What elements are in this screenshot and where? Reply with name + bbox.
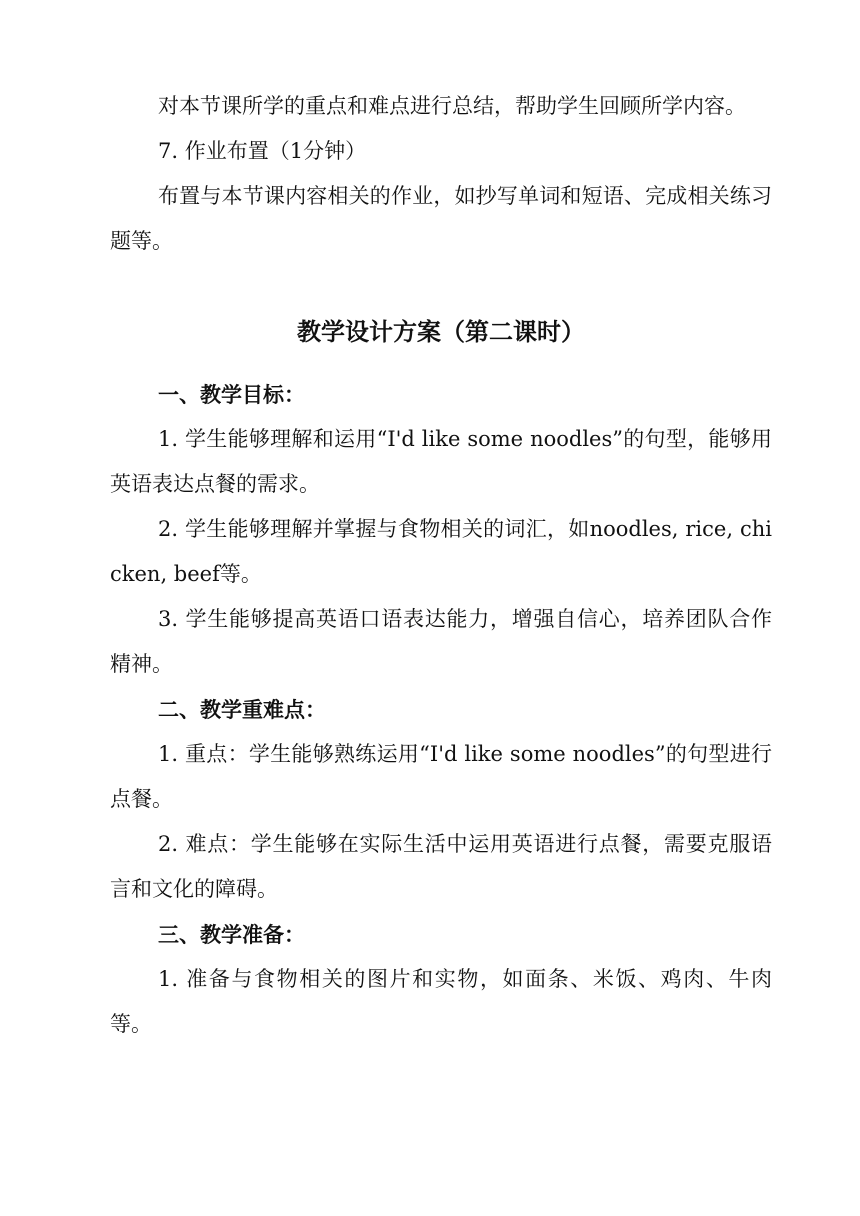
- objective-item: 1. 学生能够理解和运用“I'd like some noodles”的句型，能够用英语表达点餐的需求。: [110, 427, 772, 496]
- section-heading-preparation: 三、教学准备：: [158, 922, 305, 947]
- homework-heading: 7. 作业布置（1分钟）: [158, 139, 367, 163]
- preparation-item: 1. 准备与食物相关的图片和实物，如面条、米饭、鸡肉、牛肉等。: [110, 967, 772, 1036]
- section-heading-key-points: 二、教学重难点：: [158, 697, 326, 722]
- document-body: [110, 84, 772, 1047]
- homework-paragraph: 布置与本节课内容相关的作业，如抄写单词和短语、完成相关练习题等。: [110, 184, 772, 253]
- objective-item: 2. 学生能够理解并掌握与食物相关的词汇，如noodles, rice, chicken, beef等。: [110, 517, 772, 586]
- page-title: 教学设计方案（第二课时）: [297, 317, 585, 346]
- key-point-item: 2. 难点：学生能够在实际生活中运用英语进行点餐，需要克服语言和文化的障碍。: [110, 832, 772, 901]
- key-point-item: 1. 重点：学生能够熟练运用“I'd like some noodles”的句型进行点餐。: [110, 742, 772, 811]
- summary-paragraph: 对本节课所学的重点和难点进行总结，帮助学生回顾所学内容。: [158, 94, 746, 118]
- spacer: [110, 264, 772, 309]
- section-heading-objectives: 一、教学目标：: [158, 382, 305, 407]
- spacer: [110, 354, 772, 372]
- objective-item: 3. 学生能够提高英语口语表达能力，增强自信心，培养团队合作精神。: [110, 607, 772, 676]
